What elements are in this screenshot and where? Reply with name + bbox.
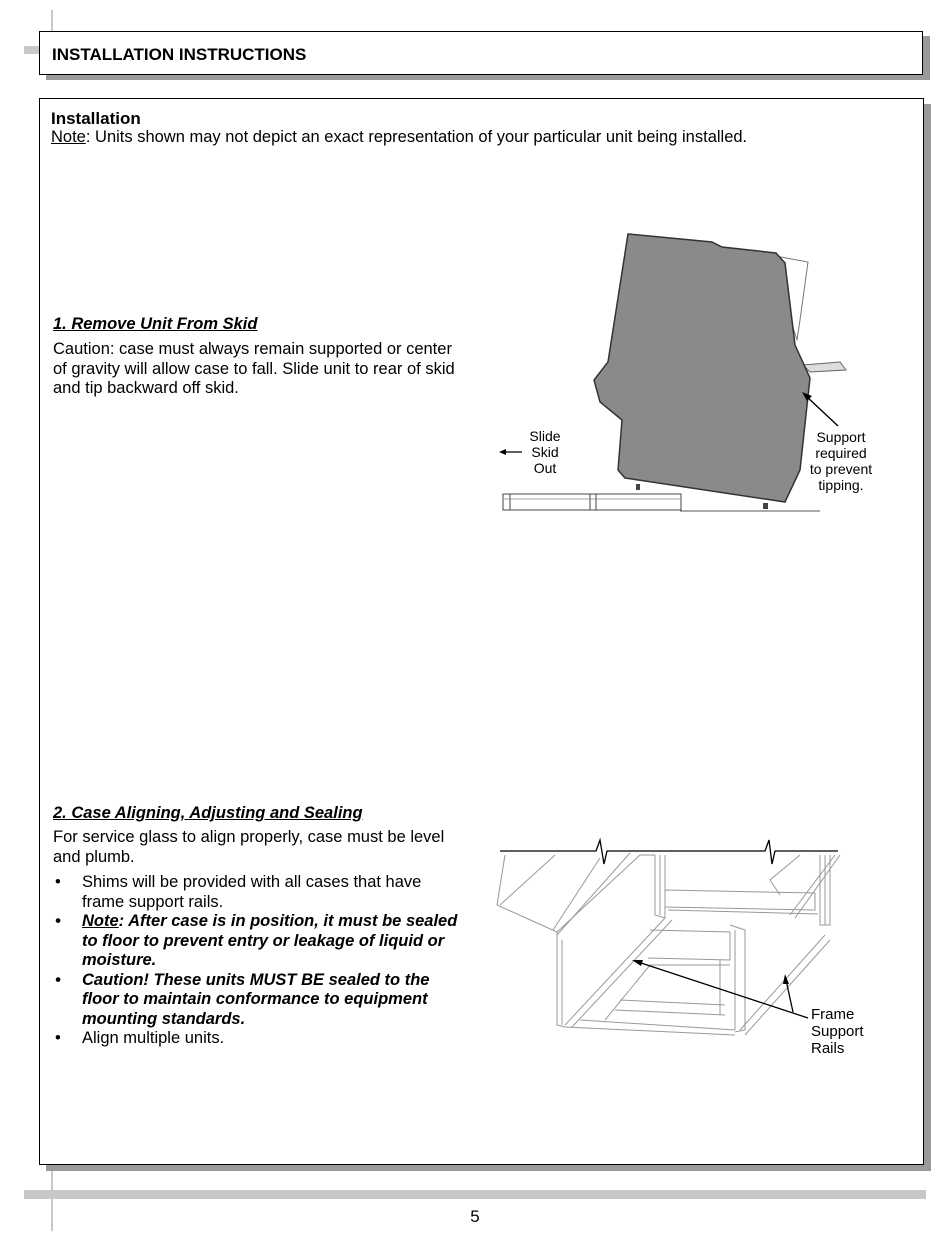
support-rails-word: Support: [811, 1023, 864, 1040]
step2-body: For service glass to align properly, case must be level and plumb.: [53, 828, 445, 866]
break-line: [500, 840, 838, 864]
frame-support-rails-label: [811, 1006, 864, 1057]
note-text: : Units shown may not depict an exact representation of your particular unit being installed.: [85, 128, 748, 146]
step2-heading: 2. Case Aligning, Adjusting and Sealing: [53, 804, 363, 822]
bullet-shims: • Shims will be provided with all cases that have frame support rails.: [53, 873, 463, 912]
installation-heading: Installation: [51, 109, 141, 128]
step1-heading: 1. Remove Unit From Skid: [53, 315, 258, 333]
page-title: INSTALLATION INSTRUCTIONS: [52, 45, 307, 64]
support-word: Support: [816, 429, 866, 445]
frame-word: Frame: [811, 1006, 855, 1023]
note-label: Note: [51, 128, 86, 146]
bullet-caution: • Caution! These units MUST BE sealed to the floor to maintain conformance to equipment mounting standards.: [53, 971, 463, 1030]
step1-body: Caution: case must always remain supported or center of gravity will allow case to fall. Slide unit to rear of skid and tip backward off skid.: [53, 340, 455, 397]
rails-word: Rails: [811, 1040, 845, 1057]
page-number: 5: [470, 1207, 480, 1226]
out-word: Out: [533, 460, 557, 476]
required-word: required: [815, 445, 867, 461]
skid-word: Skid: [531, 444, 559, 460]
tipping-word: tipping.: [818, 477, 864, 493]
bullet-note-text: : After case is in position, it must be sealed to floor to prevent entry or leakage of liquid or moisture.: [82, 912, 458, 969]
slide-word: Slide: [529, 428, 561, 444]
bullet-align: • Align multiple units.: [53, 1029, 463, 1049]
bullet-note-label: Note: [82, 912, 119, 930]
to-prevent-words: to prevent: [809, 461, 873, 477]
